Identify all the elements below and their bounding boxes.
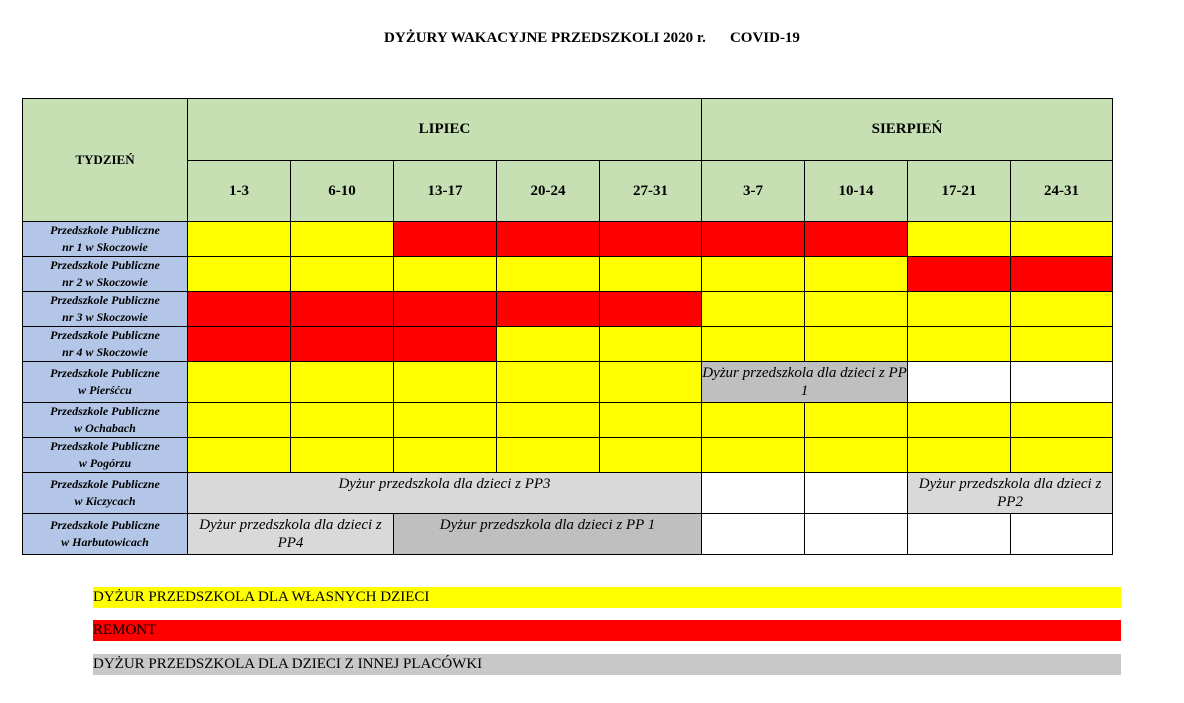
cell-other-duty: Dyżur przedszkola dla dzieci z PP 1 <box>394 514 702 555</box>
cell-own <box>805 292 908 327</box>
table-row <box>23 403 1113 438</box>
cell-own <box>1011 292 1113 327</box>
row-name: Przedszkole Publiczne nr 2 w Skoczowie <box>23 257 188 292</box>
cell-own <box>600 257 702 292</box>
cell-own <box>394 362 497 403</box>
page-title <box>0 30 1184 47</box>
cell-remont <box>188 327 291 362</box>
week-header: 24-31 <box>1011 161 1113 222</box>
cell-own <box>908 222 1011 257</box>
table-row <box>23 257 1113 292</box>
cell-empty <box>805 473 908 514</box>
cell-other-duty: Dyżur przedszkola dla dzieci z PP3 <box>188 473 702 514</box>
cell-own <box>188 222 291 257</box>
cell-remont <box>600 222 702 257</box>
cell-own <box>188 438 291 473</box>
cell-own <box>497 403 600 438</box>
cell-own <box>702 438 805 473</box>
cell-own <box>805 438 908 473</box>
cell-own <box>291 438 394 473</box>
cell-remont <box>188 292 291 327</box>
cell-own <box>497 362 600 403</box>
cell-other-duty: Dyżur przedszkola dla dzieci z PP 1 <box>702 362 908 403</box>
cell-own <box>497 438 600 473</box>
cell-own <box>1011 438 1113 473</box>
cell-own <box>1011 327 1113 362</box>
cell-own <box>291 257 394 292</box>
week-header: 27-31 <box>600 161 702 222</box>
cell-empty <box>805 514 908 555</box>
legend-own-duty: DYŻUR PRZEDSZKOLA DLA WŁASNYCH DZIECI <box>93 587 1121 608</box>
cell-own <box>291 403 394 438</box>
row-name: Przedszkole Publiczne w Ochabach <box>23 403 188 438</box>
cell-own <box>600 438 702 473</box>
cell-remont <box>291 327 394 362</box>
row-name: Przedszkole Publiczne w Harbutowicach <box>23 514 188 555</box>
cell-empty <box>908 514 1011 555</box>
cell-empty <box>908 362 1011 403</box>
cell-remont <box>702 222 805 257</box>
cell-remont <box>805 222 908 257</box>
cell-remont <box>497 292 600 327</box>
cell-own <box>702 327 805 362</box>
row-name: Przedszkole Publiczne nr 3 w Skoczowie <box>23 292 188 327</box>
row-name: Przedszkole Publiczne w Pogórzu <box>23 438 188 473</box>
table-row <box>23 327 1113 362</box>
cell-own <box>1011 403 1113 438</box>
table-row <box>23 473 1113 514</box>
cell-own <box>188 403 291 438</box>
cell-own <box>394 403 497 438</box>
cell-remont <box>394 327 497 362</box>
week-header: 20-24 <box>497 161 600 222</box>
cell-own <box>600 403 702 438</box>
cell-own <box>600 327 702 362</box>
cell-other-duty: Dyżur przedszkola dla dzieci z PP2 <box>908 473 1113 514</box>
cell-own <box>702 292 805 327</box>
cell-own <box>702 403 805 438</box>
week-header: 1-3 <box>188 161 291 222</box>
cell-own <box>805 403 908 438</box>
cell-own <box>497 257 600 292</box>
cell-own <box>394 257 497 292</box>
week-header: 6-10 <box>291 161 394 222</box>
cell-remont <box>497 222 600 257</box>
cell-empty <box>1011 362 1113 403</box>
row-name: Przedszkole Publiczne w Kiczycach <box>23 473 188 514</box>
table-row <box>23 514 1113 555</box>
cell-own <box>702 257 805 292</box>
cell-own <box>908 438 1011 473</box>
cell-empty <box>702 514 805 555</box>
table-row <box>23 292 1113 327</box>
cell-other-duty: Dyżur przedszkola dla dzieci z PP4 <box>188 514 394 555</box>
cell-own <box>908 327 1011 362</box>
cell-own <box>291 222 394 257</box>
cell-remont <box>1011 257 1113 292</box>
cell-own <box>394 438 497 473</box>
cell-remont <box>394 292 497 327</box>
week-header: 3-7 <box>702 161 805 222</box>
schedule-table <box>22 98 1113 555</box>
cell-own <box>600 362 702 403</box>
row-name: Przedszkole Publiczne nr 1 w Skoczowie <box>23 222 188 257</box>
cell-own <box>188 257 291 292</box>
cell-own <box>908 403 1011 438</box>
cell-remont <box>908 257 1011 292</box>
cell-remont <box>394 222 497 257</box>
cell-own <box>805 257 908 292</box>
table-row <box>23 438 1113 473</box>
header-sierpien: SIERPIEŃ <box>702 99 1113 161</box>
cell-remont <box>291 292 394 327</box>
week-header: 17-21 <box>908 161 1011 222</box>
cell-empty <box>1011 514 1113 555</box>
row-name: Przedszkole Publiczne w Pierśćcu <box>23 362 188 403</box>
title-main: DYŻURY WAKACYJNE PRZEDSZKOLI 2020 r. <box>384 30 706 46</box>
cell-empty <box>702 473 805 514</box>
legend-other-duty: DYŻUR PRZEDSZKOLA DLA DZIECI Z INNEJ PLACÓWKI <box>93 654 1121 675</box>
table-row <box>23 362 1113 403</box>
legend-remont: REMONT <box>93 620 1121 641</box>
header-lipiec: LIPIEC <box>188 99 702 161</box>
cell-own <box>1011 222 1113 257</box>
cell-own <box>908 292 1011 327</box>
week-header: 13-17 <box>394 161 497 222</box>
cell-remont <box>600 292 702 327</box>
cell-own <box>805 327 908 362</box>
header-tydzien: TYDZIEŃ <box>23 99 188 222</box>
week-header: 10-14 <box>805 161 908 222</box>
row-name: Przedszkole Publiczne nr 4 w Skoczowie <box>23 327 188 362</box>
title-covid: COVID-19 <box>729 30 800 46</box>
cell-own <box>497 327 600 362</box>
cell-own <box>291 362 394 403</box>
cell-own <box>188 362 291 403</box>
table-row <box>23 222 1113 257</box>
